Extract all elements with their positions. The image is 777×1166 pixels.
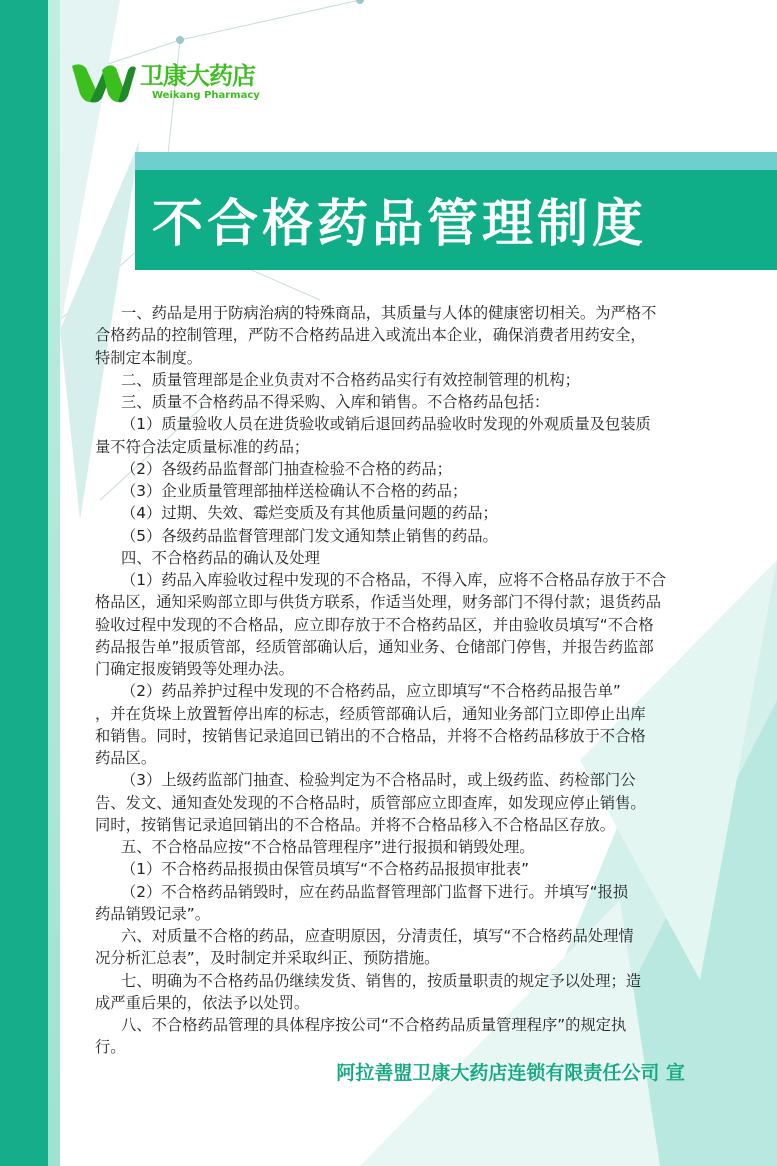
left-accent-strip: [0, 0, 48, 1166]
body-text-line: 验收过程中发现的不合格品，应立即存放于不合格药品区，并由验收员填写“不合格: [95, 615, 654, 634]
page-title: 不合格药品管理制度: [152, 195, 648, 254]
body-text-line: 门确定报废销毁等处理办法。: [95, 660, 294, 678]
title-band-accent: [135, 152, 777, 170]
body-text-line: （4）过期、失效、霉烂变质及有其他质量问题的药品；: [121, 504, 498, 523]
body-text-line: （2）药品养护过程中发现的不合格药品，应立即填写“不合格药品报告单”: [121, 682, 621, 701]
body-text-line: 六、对质量不合格的药品，应查明原因，分清责任，填写“不合格药品处理情: [121, 927, 634, 945]
body-text-line: 同时，按销售记录追回销出的不合格品。并将不合格品移入不合格品区存放。: [95, 815, 616, 834]
brand-logo: [70, 62, 260, 104]
body-text-line: 合格药品的控制管理，严防不合格药品进入或流出本企业，确保消费者用药安全，: [95, 326, 646, 345]
body-text-line: 药品报告单”报质管部，经质管部确认后，通知业务、仓储部门停售，并报告药监部: [95, 637, 654, 656]
body-text-line: 七、明确为不合格药品仍继续发货、销售的，按质量职责的规定予以处理；造: [121, 971, 642, 990]
body-text-line: 四、不合格药品的确认及处理: [121, 548, 320, 567]
issuer-signature: 阿拉善盟卫康大药店连锁有限责任公司 宣: [336, 1062, 685, 1084]
body-text-line: 药品销毁记录”。: [95, 904, 211, 923]
body-text-line: 况分析汇总表”，及时制定并采取纠正、预防措施。: [95, 949, 440, 968]
body-text-line: 量不符合法定质量标准的药品；: [95, 437, 310, 456]
body-text-line: 五、不合格品应按“不合格品管理程序”进行报损和销毁处理。: [121, 838, 535, 856]
body-text-line: （1）质量验收人员在进货验收或销后退回药品验收时发现的外观质量及包装质: [121, 415, 651, 434]
body-text-line: （1）不合格药品报损由保管员填写“不合格药品报损审批表”: [121, 860, 530, 879]
body-text-line: 八、不合格药品管理的具体程序按公司“不合格药品质量管理程序”的规定执: [121, 1016, 627, 1034]
body-text-line: 药品区。: [95, 749, 157, 767]
body-text-line: （2）各级药品监督部门抽查检验不合格的药品；: [121, 459, 452, 478]
body-text-line: 特制定本制度。: [95, 348, 203, 367]
body-text-line: 二、质量管理部是企业负责对不合格药品实行有效控制管理的机构；: [121, 370, 580, 389]
body-text-line: 成严重后果的，依法予以处罚。: [95, 993, 310, 1012]
body-text-line: 格品区，通知采购部立即与供货方联系，作适当处理，财务部门不得付款；退货药品: [95, 593, 661, 612]
body-text-line: （3）上级药监部门抽查、检验判定为不合格品时，或上级药监、药检部门公: [121, 771, 636, 790]
left-accent-strip-light: [48, 0, 60, 1166]
regulation-body: [95, 302, 697, 1059]
body-text-line: 告、发文、通知查处发现的不合格品时，质管部应立即查库，如发现应停止销售。: [95, 793, 646, 812]
body-text-line: 和销售。同时，按销售记录追回已销出的不合格品，并将不合格药品移放于不合格: [95, 726, 646, 745]
logo-name-cn: 卫康大药店: [140, 62, 255, 90]
logo-w-icon: [70, 62, 136, 104]
body-text-line: （2）不合格药品销毁时，应在药品监督管理部门监督下进行。并填写“报损: [121, 882, 629, 901]
body-text-line: 三、质量不合格药品不得采购、入库和销售。不合格药品包括：: [121, 393, 550, 411]
body-text-line: 一、药品是用于防病治病的特殊商品，其质量与人体的健康密切相关。为严格不: [121, 304, 657, 322]
body-text-line: ，并在货垛上放置暂停出库的标志，经质管部确认后，通知业务部门立即停止出库: [95, 704, 646, 723]
body-text-line: 行。: [95, 1038, 126, 1057]
body-text-line: （3）企业质量管理部抽样送检确认不合格的药品；: [121, 482, 468, 500]
logo-name-en: Weikang Pharmacy: [152, 90, 260, 101]
body-text-line: （1）药品入库验收过程中发现的不合格品，不得入库，应将不合格品存放于不合: [121, 571, 667, 589]
body-text-line: （5）各级药品监督管理部门发文通知禁止销售的药品。: [121, 526, 498, 545]
